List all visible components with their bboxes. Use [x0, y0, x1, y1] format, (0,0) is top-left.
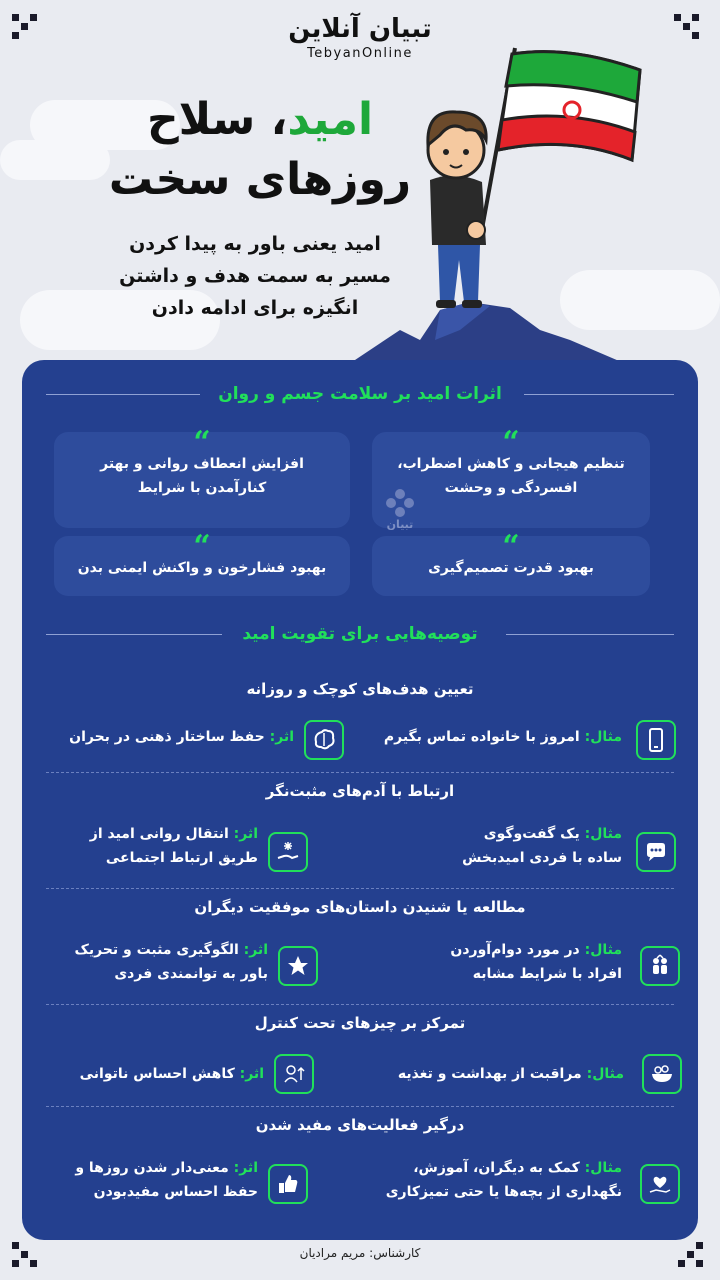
watermark-text: تبیان: [386, 518, 414, 531]
rec-example: [362, 822, 622, 870]
heading-line: [524, 394, 674, 395]
divider: [46, 1004, 674, 1005]
rec-example: [362, 725, 622, 749]
effects-heading-text: اثرات امید بر سلامت جسم و روان: [218, 384, 502, 404]
page-title: [60, 90, 460, 210]
watermark: [370, 488, 430, 531]
effect-text: حفظ ساختار ذهنی در بحران: [69, 729, 265, 745]
effect-card: [372, 529, 650, 596]
person-up-icon: [274, 1054, 314, 1094]
example-text: ساده با فردی امیدبخش: [462, 850, 622, 866]
rec-effect: [58, 822, 258, 870]
title-hope: امید: [287, 94, 374, 145]
effects-heading: [22, 384, 698, 404]
effect-label: اثر:: [239, 1066, 264, 1082]
rec-example: [332, 1156, 622, 1204]
heading-line: [506, 634, 674, 635]
boy-with-flag-illustration: [410, 40, 660, 320]
rec-title: درگیر فعالیت‌های مفید شدن: [255, 1116, 465, 1134]
quote-icon: “: [193, 529, 211, 564]
effect-card-line: بهبود قدرت تصمیم‌گیری: [428, 560, 594, 576]
quote-icon: “: [502, 529, 520, 564]
rec-title: ارتباط با آدم‌های مثبت‌نگر: [265, 782, 455, 800]
chat-icon: [636, 832, 676, 872]
heart-hand-icon: [640, 1164, 680, 1204]
divider: [46, 888, 674, 889]
logo-en: TebyanOnline: [307, 46, 413, 61]
example-text: افراد با شرایط مشابه: [472, 966, 622, 982]
people-up-icon: [640, 946, 680, 986]
effect-text: طریق ارتباط اجتماعی: [105, 850, 258, 866]
rec-effect: [44, 725, 294, 749]
divider: [46, 1106, 674, 1107]
rec-title: مطالعه یا شنیدن داستان‌های موفقیت دیگران: [194, 898, 526, 916]
subtitle-line: مسیر به سمت هدف و داشتن: [119, 265, 391, 287]
effect-label: اثر:: [233, 826, 258, 842]
phone-icon: [636, 720, 676, 760]
effect-card-line: افسردگی و وحشت: [444, 480, 578, 496]
example-label: مثال:: [584, 1160, 622, 1176]
content-panel: [22, 360, 698, 1240]
example-text: در مورد دوام‌آوردن: [450, 942, 580, 958]
effect-card-line: کنارآمدن با شرایط: [137, 480, 267, 496]
example-text: نگهداری از بچه‌ها یا حتی تمیزکاری: [385, 1184, 622, 1200]
subtitle-line: امید یعنی باور به پیدا کردن: [129, 233, 381, 255]
example-text: یک گفت‌وگوی: [483, 826, 580, 842]
rec-title: تمرکز بر چیزهای تحت کنترل: [254, 1014, 466, 1032]
example-label: مثال:: [586, 1066, 624, 1082]
subtitle-line: انگیزه برای ادامه دادن: [151, 297, 359, 319]
rec-effect: [48, 1156, 258, 1204]
logo-fa: تبیان آنلاین: [288, 14, 432, 44]
effect-label: اثر:: [269, 729, 294, 745]
example-text: مراقبت از بهداشت و تغذیه: [397, 1066, 582, 1082]
hand-sparkle-icon: [268, 832, 308, 872]
star-icon: [278, 946, 318, 986]
effect-text: الگوگیری مثبت و تحریک: [74, 942, 239, 958]
example-text: امروز با خانواده تماس بگیرم: [383, 729, 580, 745]
title-line2: روزهای سخت: [108, 154, 412, 205]
effect-card-line: افزایش انعطاف روانی و بهتر: [100, 456, 304, 472]
quote-icon: “: [502, 425, 520, 460]
effect-card-line: تنظیم هیجانی و کاهش اضطراب،: [397, 456, 625, 472]
credit: کارشناس: مریم مرادیان: [299, 1246, 421, 1260]
food-bowl-icon: [642, 1054, 682, 1094]
effect-text: انتقال روانی امید از: [89, 826, 229, 842]
example-label: مثال:: [584, 942, 622, 958]
rec-title: تعیین هدف‌های کوچک و روزانه: [246, 680, 474, 698]
divider: [46, 772, 674, 773]
example-label: مثال:: [584, 826, 622, 842]
effect-text: معنی‌دار شدن روزها و: [75, 1160, 229, 1176]
watermark-logo-icon: [383, 488, 417, 518]
heading-line: [46, 634, 222, 635]
example-label: مثال:: [584, 729, 622, 745]
quote-icon: “: [193, 425, 211, 460]
title-line1: [60, 90, 460, 150]
example-text: کمک به دیگران، آموزش،: [413, 1160, 580, 1176]
recommendations-heading: [22, 624, 698, 644]
effect-label: اثر:: [243, 942, 268, 958]
effect-card: [54, 425, 350, 528]
effect-card: [54, 529, 350, 596]
rec-example: [362, 938, 622, 986]
rec-example: [364, 1062, 624, 1086]
effect-text: حفظ احساس مفیدبودن: [93, 1184, 258, 1200]
effect-card-line: بهبود فشارخون و واکنش ایمنی بدن: [77, 560, 327, 576]
effect-label: اثر:: [233, 1160, 258, 1176]
recommendations-heading-text: توصیه‌هایی برای تقویت امید: [242, 624, 478, 644]
thumbs-up-icon: [268, 1164, 308, 1204]
brain-icon: [304, 720, 344, 760]
effect-text: کاهش احساس ناتوانی: [79, 1066, 235, 1082]
heading-line: [46, 394, 200, 395]
rec-effect: [38, 938, 268, 986]
effect-text: باور به توانمندی فردی: [114, 966, 268, 982]
title-weapon: ، سلاح: [146, 94, 288, 145]
rec-effect: [44, 1062, 264, 1086]
